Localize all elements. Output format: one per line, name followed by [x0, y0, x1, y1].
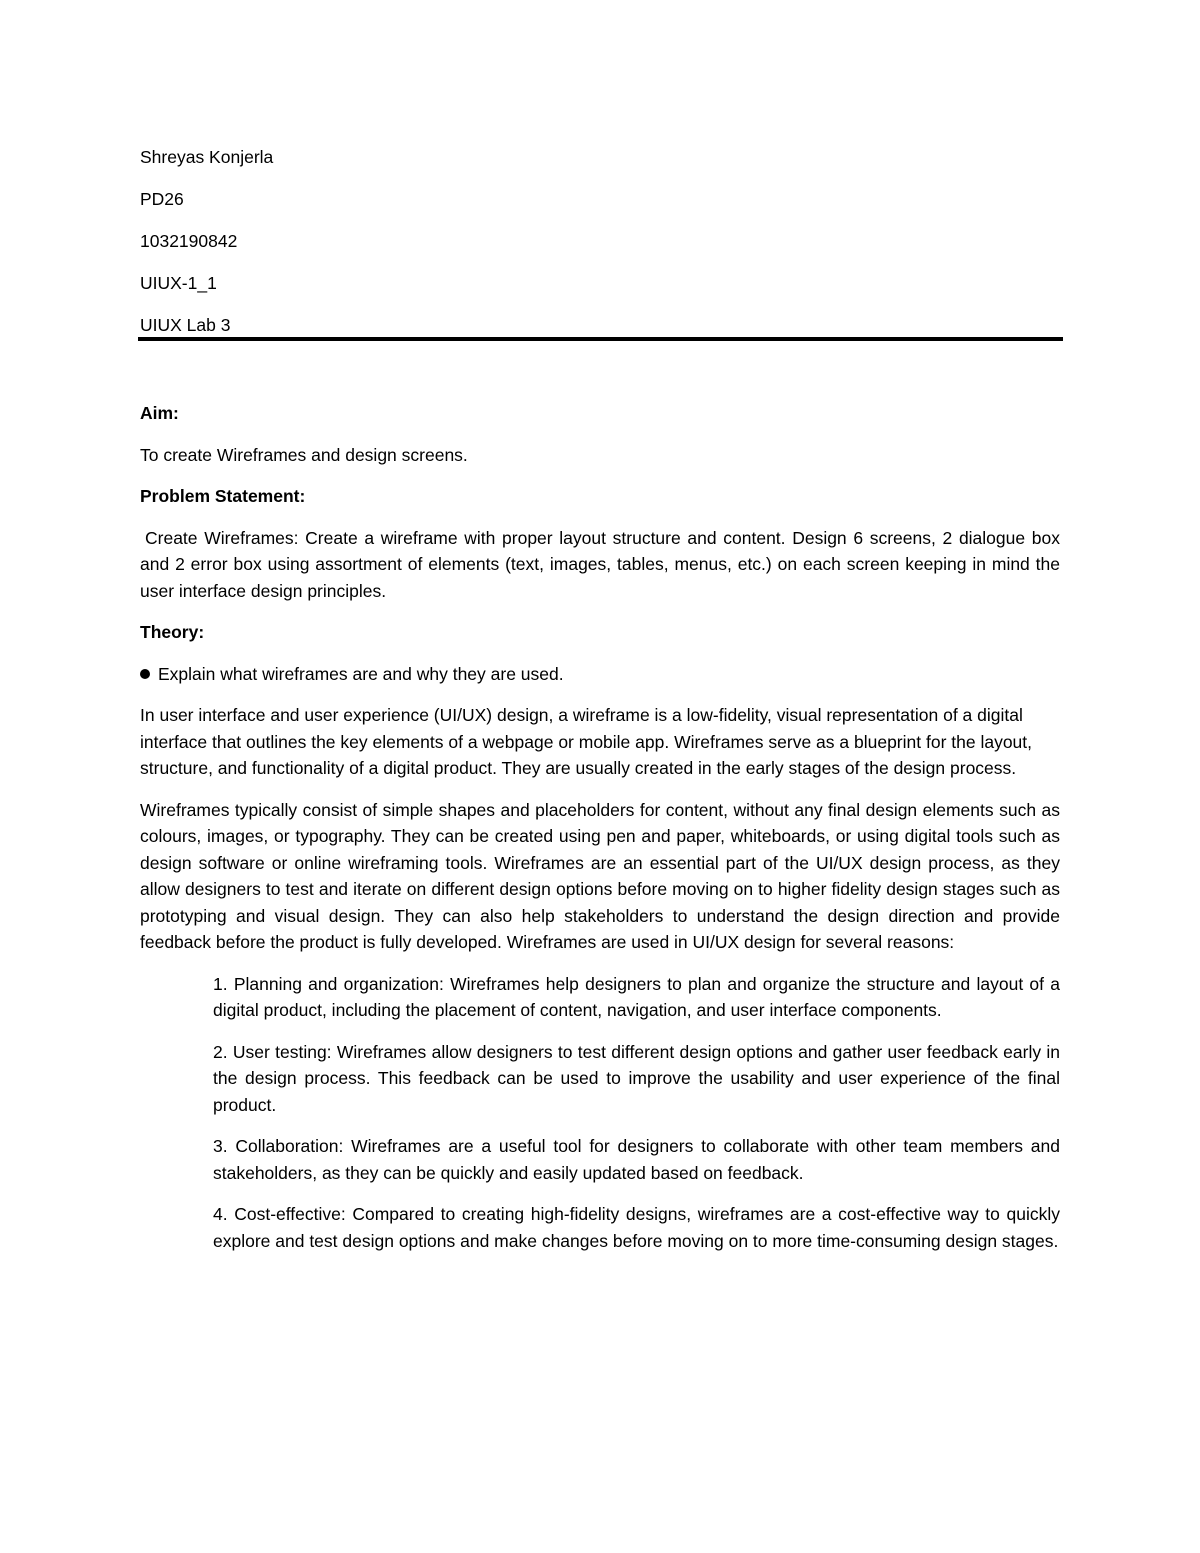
list-item: 2. User testing: Wireframes allow designers to test different design options and gather user feedback early in the design process. This feedback can be used to improve the usability and user experience of the final product.	[213, 1041, 1060, 1115]
aim-text: To create Wireframes and design screens.	[140, 444, 468, 465]
batch-label: PD26	[140, 189, 184, 209]
list-item: 3. Collaboration: Wireframes are a useful tool for designers to collaborate with other team members and stakeholders, as they can be quickly and easily updated based on feedback.	[213, 1136, 1060, 1183]
list-item: 1. Planning and organization: Wireframes help designers to plan and organize the structure and layout of a digital product, including the placement of content, navigation, and user interface components.	[213, 973, 1060, 1020]
course-code: UIUX-1_1	[140, 273, 217, 293]
lab-title: UIUX Lab 3	[140, 315, 231, 335]
header-divider	[138, 337, 1063, 341]
reasons-list	[140, 971, 1060, 1255]
theory-bullet-text: Explain what wireframes are and why they are used.	[158, 663, 564, 684]
list-item: 4. Cost-effective: Compared to creating high-fidelity designs, wireframes are a cost-effective way to quickly explore and test design options and make changes before moving on to more time-consuming design stages.	[213, 1204, 1060, 1251]
theory-heading: Theory:	[140, 622, 205, 642]
author-name: Shreyas Konjerla	[140, 147, 274, 167]
bullet-icon	[140, 669, 150, 679]
theory-paragraph-1: In user interface and user experience (UI/UX) design, a wireframe is a low-fidelity, visual representation of a digital interface that outlines the key elements of a webpage or mobile app. Wireframes serve as a blueprint for the layout, structure, and functionality of a digital product. They are usually created in the early stages of the design process.	[140, 705, 1033, 778]
theory-paragraph-2: Wireframes typically consist of simple shapes and placeholders for content, without any final design elements such as colours, images, or typography. They can be created using pen and paper, whiteboards, or using digital tools such as design software or online wireframing tools. Wireframes are an essential part of the UI/UX design process, as they allow designers to test and iterate on different design options before moving on to higher fidelity design stages such as prototyping and visual design. They can also help stakeholders to understand the design direction and provide feedback before the product is fully developed. Wireframes are used in UI/UX design for several reasons:	[140, 799, 1060, 952]
document-body	[140, 400, 1060, 1269]
aim-heading: Aim:	[140, 403, 179, 423]
problem-statement-heading: Problem Statement:	[140, 486, 306, 506]
problem-statement-text: Create Wireframes: Create a wireframe with proper layout structure and content. Design 6 screens, 2 dialogue box and 2 error box using assortment of elements (text, images, tables, menus, etc.) on each screen keeping in mind the user interface design principles.	[140, 527, 1060, 601]
roll-number: 1032190842	[140, 231, 238, 251]
theory-bullet	[140, 661, 1060, 688]
